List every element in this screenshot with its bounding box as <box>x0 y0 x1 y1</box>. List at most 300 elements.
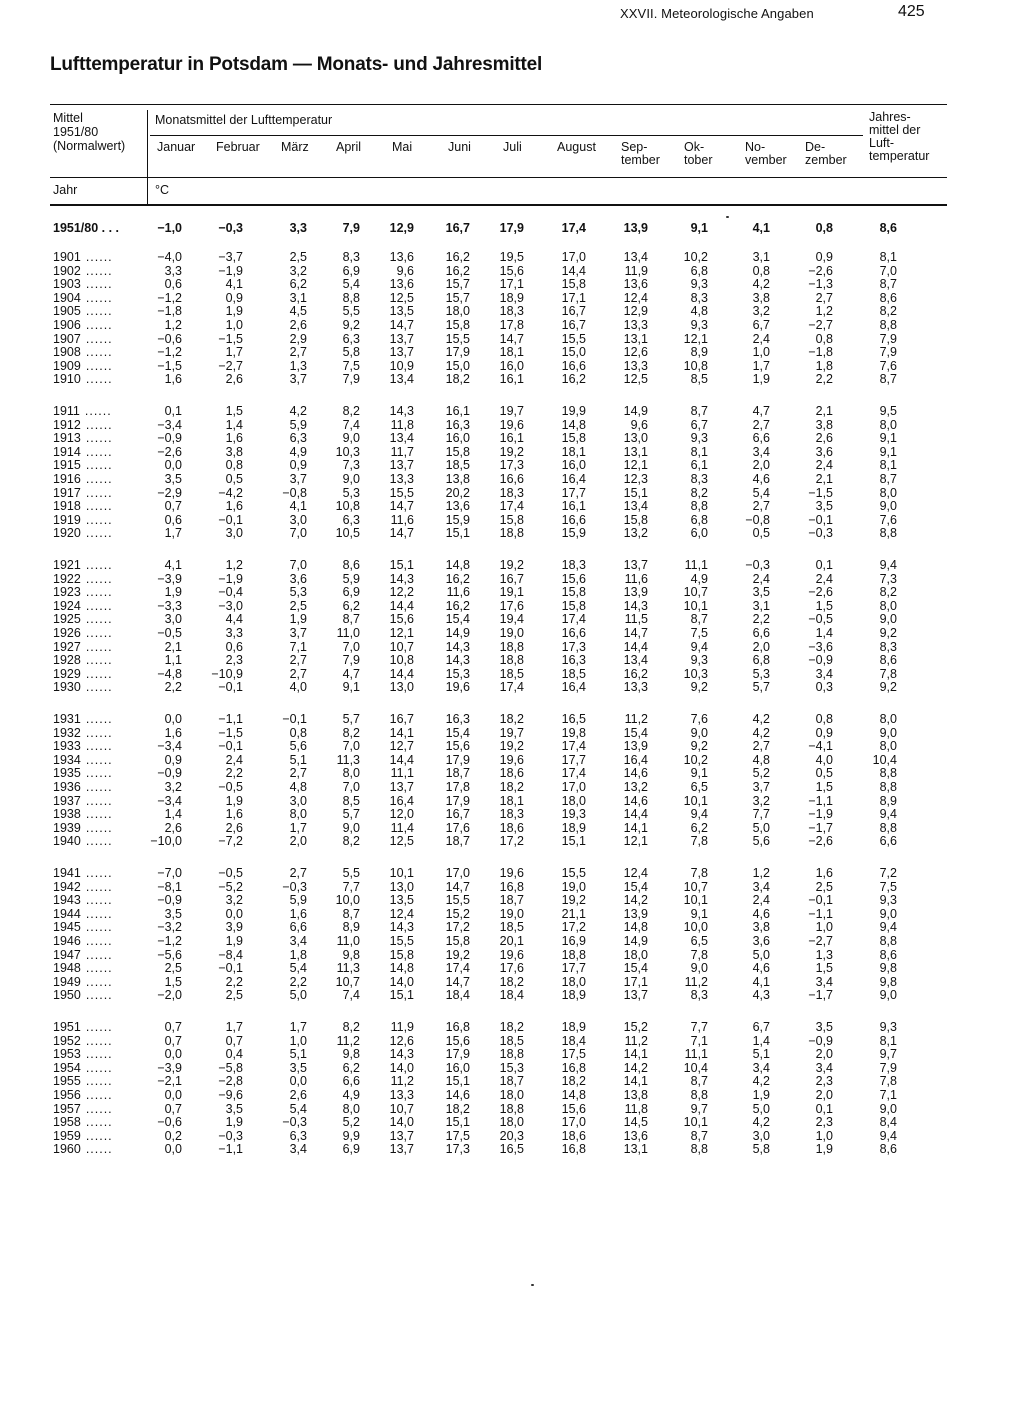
month-value-cell: 0,7 <box>164 1020 182 1034</box>
month-value-cell: 19,2 <box>561 893 586 908</box>
month-value-cell: 1,6 <box>225 807 243 822</box>
month-value-cell: 18,5 <box>499 1033 524 1048</box>
annual-mean-cell: 7,5 <box>879 879 897 894</box>
annual-mean-cell: 9,0 <box>879 1101 897 1116</box>
month-value-cell: 0,0 <box>164 458 182 473</box>
month-value-cell: 8,8 <box>342 290 360 305</box>
month-value-cell: 12,7 <box>389 739 414 754</box>
month-value-cell: 17,0 <box>445 866 470 880</box>
month-value-cell: 15,1 <box>389 988 414 1003</box>
month-value-cell: 2,9 <box>289 331 307 346</box>
month-value-cell: 2,5 <box>164 961 182 976</box>
month-value-cell: 17,7 <box>561 485 586 500</box>
month-value-cell: 3,7 <box>289 372 307 387</box>
annual-header-line: Luft- <box>869 136 895 150</box>
month-value-cell: 1,6 <box>225 499 243 514</box>
month-value-cell: 16,2 <box>445 598 470 613</box>
year-label: 1931 <box>53 713 81 726</box>
month-value-cell: −3,7 <box>218 250 243 264</box>
month-value-cell: 17,8 <box>499 318 524 332</box>
month-value-cell: 4,8 <box>690 304 708 319</box>
month-value-cell: 5,1 <box>289 752 307 767</box>
month-value-cell: 6,5 <box>690 780 708 794</box>
month-value-cell: 8,8 <box>690 1142 708 1157</box>
month-value-cell: 13,7 <box>389 331 414 346</box>
month-value-cell: 18,7 <box>499 893 524 908</box>
leader-dots: ...... <box>85 291 113 305</box>
month-value-cell: 7,0 <box>342 739 360 754</box>
month-value-cell: 9,3 <box>690 431 708 446</box>
year-label: 1903 <box>53 278 81 292</box>
month-value-cell: −0,1 <box>808 512 833 527</box>
stub-header-line1: Mittel <box>53 111 83 125</box>
month-value-cell: 16,2 <box>561 372 586 387</box>
month-value-cell: 14,7 <box>623 626 648 640</box>
month-value-cell: 18,2 <box>499 712 524 726</box>
month-value-cell: 7,4 <box>342 417 360 432</box>
month-value-cell: 13,6 <box>389 277 414 292</box>
month-value-cell: 13,9 <box>623 221 648 235</box>
month-value-cell: 15,4 <box>623 725 648 740</box>
month-value-cell: 2,3 <box>225 653 243 668</box>
month-value-cell: 7,9 <box>342 372 360 387</box>
month-value-cell: 17,2 <box>445 920 470 935</box>
month-value-cell: 13,5 <box>389 304 414 319</box>
month-value-cell: 19,0 <box>499 906 524 921</box>
annual-mean-cell: 8,8 <box>879 526 897 541</box>
month-value-cell: 15,5 <box>445 893 470 908</box>
month-value-cell: 5,0 <box>289 988 307 1003</box>
month-value-cell: 20,2 <box>445 485 470 500</box>
month-value-cell: 9,2 <box>690 739 708 754</box>
month-value-cell: 2,4 <box>815 458 833 473</box>
running-header-section: XXVII. Meteorologische Angaben <box>620 6 814 21</box>
annual-mean-cell: 8,4 <box>879 1115 897 1130</box>
month-value-cell: 15,5 <box>445 331 470 346</box>
month-value-cell: 16,1 <box>445 404 470 418</box>
annual-header-line: Jahres- <box>869 110 911 124</box>
annual-mean-cell: 8,0 <box>879 712 897 726</box>
leader-dots: ...... <box>85 1048 113 1062</box>
month-value-cell: 9,8 <box>342 947 360 962</box>
month-value-cell: 10,1 <box>389 866 414 880</box>
annual-mean-cell: 7,3 <box>879 571 897 586</box>
leader-dots: ...... <box>85 513 113 527</box>
month-value-cell: 16,1 <box>499 372 524 387</box>
annual-mean-cell: 9,0 <box>879 906 897 921</box>
month-value-cell: 2,4 <box>752 571 770 586</box>
month-value-cell: −0,3 <box>282 879 307 894</box>
month-value-cell: 18,6 <box>499 820 524 835</box>
month-value-cell: 12,1 <box>683 331 708 346</box>
month-value-cell: 2,2 <box>289 974 307 989</box>
month-value-cell: 13,0 <box>389 680 414 695</box>
month-value-cell: 15,8 <box>445 318 470 332</box>
month-value-cell: 18,9 <box>561 820 586 835</box>
month-value-cell: 2,7 <box>289 766 307 781</box>
month-value-cell: 2,6 <box>289 318 307 332</box>
month-value-cell: 19,1 <box>499 585 524 600</box>
month-value-cell: 5,3 <box>289 585 307 600</box>
month-value-cell: 1,9 <box>752 1088 770 1102</box>
month-value-cell: 13,3 <box>623 358 648 373</box>
year-label: 1902 <box>53 264 81 278</box>
month-value-cell: −1,8 <box>808 345 833 360</box>
month-value-cell: 15,6 <box>499 263 524 278</box>
month-value-cell: 16,6 <box>561 512 586 527</box>
month-value-cell: 8,5 <box>342 793 360 808</box>
month-value-cell: 6,8 <box>690 263 708 278</box>
month-value-cell: 15,8 <box>561 585 586 600</box>
month-value-cell: 2,7 <box>289 666 307 681</box>
year-label: 1930 <box>53 681 81 695</box>
month-value-cell: 9,6 <box>630 417 648 432</box>
month-value-cell: 17,3 <box>561 639 586 654</box>
leader-dots: ...... <box>85 627 113 640</box>
month-value-cell: −0,9 <box>157 893 182 908</box>
month-value-cell: 16,8 <box>445 1020 470 1034</box>
month-value-cell: 9,3 <box>690 277 708 292</box>
month-value-cell: 1,4 <box>752 1033 770 1048</box>
year-label: 1939 <box>53 821 81 835</box>
month-value-cell: 3,4 <box>815 666 833 681</box>
month-value-cell: 8,8 <box>690 499 708 514</box>
month-value-cell: 17,6 <box>499 961 524 976</box>
month-value-cell: 10,1 <box>683 598 708 613</box>
stub-header-line2: 1951/80 <box>53 125 99 139</box>
month-value-cell: 6,2 <box>342 598 360 613</box>
month-value-cell: 3,7 <box>752 780 770 794</box>
month-value-cell: −2,6 <box>808 834 833 849</box>
month-value-cell: −0,6 <box>157 1115 182 1130</box>
month-value-cell: 11,5 <box>624 612 648 627</box>
leader-dots: ...... <box>85 681 113 695</box>
month-value-cell: −0,5 <box>157 626 182 640</box>
month-value-cell: 16,2 <box>445 571 470 586</box>
month-value-cell: 19,2 <box>499 739 524 754</box>
month-value-cell: −0,3 <box>745 558 770 572</box>
month-value-cell: 3,1 <box>289 290 307 305</box>
leader-dots: ...... <box>85 346 113 360</box>
month-value-cell: −3,3 <box>157 598 182 613</box>
month-value-cell: 7,7 <box>752 807 770 822</box>
month-value-cell: 2,4 <box>752 893 770 908</box>
month-value-cell: 17,4 <box>499 499 524 514</box>
print-speck <box>726 216 729 218</box>
month-value-cell: 3,3 <box>225 626 243 640</box>
year-label: 1948 <box>53 962 81 976</box>
month-value-cell: −0,4 <box>218 585 243 600</box>
annual-mean-cell: 8,6 <box>879 221 897 235</box>
month-value-cell: −2,7 <box>808 318 833 332</box>
month-value-cell: 15,4 <box>445 725 470 740</box>
annual-mean-cell: 9,1 <box>879 444 897 459</box>
month-value-cell: 16,2 <box>623 666 648 681</box>
month-value-cell: 0,8 <box>225 458 243 473</box>
month-value-cell: −5,2 <box>218 879 243 894</box>
month-value-cell: −1,7 <box>808 820 833 835</box>
month-value-cell: 4,9 <box>342 1088 360 1102</box>
annual-mean-cell: 8,3 <box>879 639 897 654</box>
month-value-cell: −0,8 <box>745 512 770 527</box>
year-label: 1949 <box>53 975 81 989</box>
month-value-cell: −1,5 <box>218 725 243 740</box>
year-label: 1943 <box>53 894 81 908</box>
month-value-cell: 18,9 <box>561 1020 586 1034</box>
month-value-cell: 19,5 <box>499 250 524 264</box>
month-value-cell: 0,8 <box>289 725 307 740</box>
month-value-cell: 19,4 <box>499 612 524 627</box>
month-value-cell: 6,7 <box>690 417 708 432</box>
month-value-cell: 2,5 <box>289 598 307 613</box>
month-value-cell: 7,8 <box>690 834 708 849</box>
annual-mean-cell: 7,9 <box>879 331 897 346</box>
leader-dots: ...... <box>85 445 113 459</box>
month-value-cell: 10,8 <box>683 358 708 373</box>
year-label: 1924 <box>53 599 81 613</box>
month-value-cell: 14,3 <box>389 571 414 586</box>
month-value-cell: 14,3 <box>623 598 648 613</box>
month-value-cell: 6,2 <box>289 277 307 292</box>
month-value-cell: 12,6 <box>623 345 648 360</box>
month-value-cell: 15,9 <box>445 512 470 527</box>
month-value-cell: 19,6 <box>499 752 524 767</box>
month-value-cell: −1,8 <box>157 304 182 319</box>
month-value-cell: 14,3 <box>445 653 470 668</box>
month-value-cell: 15,1 <box>445 1115 470 1130</box>
month-value-cell: 18,8 <box>499 526 524 541</box>
month-value-cell: −0,1 <box>282 712 307 726</box>
month-value-cell: 13,4 <box>623 653 648 668</box>
month-value-cell: 13,2 <box>623 526 648 541</box>
month-value-cell: 3,5 <box>815 1020 833 1034</box>
month-value-cell: −1,1 <box>218 1142 243 1157</box>
month-value-cell: −0,1 <box>218 512 243 527</box>
month-value-cell: 15,8 <box>389 947 414 962</box>
month-value-cell: 6,3 <box>289 1128 307 1143</box>
leader-dots: ...... <box>85 794 113 808</box>
month-value-cell: 6,6 <box>752 626 770 640</box>
leader-dots: ...... <box>85 459 113 473</box>
month-value-cell: 14,0 <box>389 1115 414 1130</box>
month-value-cell: 4,5 <box>289 304 307 319</box>
month-value-cell: 2,4 <box>752 331 770 346</box>
month-value-cell: 8,7 <box>690 1128 708 1143</box>
month-value-cell: 0,0 <box>225 906 243 921</box>
month-value-cell: 3,4 <box>752 879 770 894</box>
year-label: 1960 <box>53 1143 81 1157</box>
month-value-cell: 11,3 <box>336 752 360 767</box>
month-value-cell: 16,4 <box>561 680 586 695</box>
month-value-cell: −0,3 <box>218 221 243 235</box>
annual-mean-cell: 8,1 <box>879 458 897 473</box>
month-value-cell: 0,5 <box>815 766 833 781</box>
year-label: 1942 <box>53 880 81 894</box>
annual-mean-cell: 8,1 <box>879 1033 897 1048</box>
month-value-cell: 16,4 <box>389 793 414 808</box>
month-value-cell: 0,9 <box>289 458 307 473</box>
month-value-cell: 3,7 <box>289 626 307 640</box>
month-value-cell: 11,2 <box>336 1033 360 1048</box>
month-value-cell: 13,0 <box>389 879 414 894</box>
annual-mean-cell: 7,6 <box>879 512 897 527</box>
month-value-cell: 14,8 <box>623 920 648 935</box>
month-value-cell: 17,9 <box>445 1047 470 1062</box>
month-value-cell: 3,0 <box>164 612 182 627</box>
month-value-cell: 13,2 <box>623 780 648 794</box>
year-label: 1921 <box>53 559 81 572</box>
month-value-cell: 19,2 <box>499 444 524 459</box>
month-value-cell: −10,9 <box>211 666 243 681</box>
month-value-cell: 2,1 <box>815 404 833 418</box>
year-label: 1957 <box>53 1102 81 1116</box>
leader-dots: ...... <box>85 1116 113 1130</box>
month-value-cell: 12,9 <box>389 221 414 235</box>
month-value-cell: −2,6 <box>808 263 833 278</box>
month-value-cell: 1,9 <box>815 1142 833 1157</box>
month-value-cell: 7,8 <box>690 947 708 962</box>
month-value-cell: 2,0 <box>752 639 770 654</box>
month-value-cell: 18,5 <box>499 920 524 935</box>
year-label: 1935 <box>53 767 81 781</box>
table-top-rule <box>50 104 947 105</box>
month-value-cell: 16,5 <box>499 1142 524 1157</box>
month-value-cell: 5,8 <box>752 1142 770 1157</box>
month-value-cell: 8,9 <box>690 345 708 360</box>
year-label: 1937 <box>53 794 81 808</box>
month-value-cell: −3,9 <box>157 1060 182 1075</box>
month-value-cell: 14,7 <box>499 331 524 346</box>
month-value-cell: 9,0 <box>342 472 360 486</box>
annual-mean-cell: 8,1 <box>879 250 897 264</box>
annual-mean-cell: 8,0 <box>879 598 897 613</box>
month-value-cell: 4,4 <box>225 612 243 627</box>
month-value-cell: 7,9 <box>342 653 360 668</box>
month-value-cell: 16,6 <box>561 626 586 640</box>
month-value-cell: 0,0 <box>164 1047 182 1062</box>
page-number: 425 <box>898 3 925 20</box>
month-value-cell: −5,8 <box>218 1060 243 1075</box>
month-value-cell: 8,2 <box>342 834 360 849</box>
year-label: 1923 <box>53 586 81 600</box>
month-value-cell: −1,2 <box>157 345 182 360</box>
month-value-cell: 13,1 <box>623 1142 648 1157</box>
month-value-cell: 17,2 <box>561 920 586 935</box>
month-value-cell: 18,4 <box>499 988 524 1003</box>
month-value-cell: 3,0 <box>289 793 307 808</box>
month-value-cell: 17,6 <box>445 820 470 835</box>
month-value-cell: 9,2 <box>690 680 708 695</box>
month-value-cell: 2,7 <box>289 653 307 668</box>
month-value-cell: 1,8 <box>815 358 833 373</box>
month-value-cell: 7,4 <box>342 988 360 1003</box>
month-value-cell: 1,5 <box>164 974 182 989</box>
month-header: De- <box>805 140 826 154</box>
month-value-cell: 3,5 <box>752 585 770 600</box>
month-value-cell: 15,3 <box>445 666 470 681</box>
month-value-cell: 2,7 <box>289 866 307 880</box>
annual-mean-cell: 8,8 <box>879 934 897 948</box>
month-value-cell: 15,8 <box>561 431 586 446</box>
month-value-cell: 5,9 <box>289 417 307 432</box>
month-value-cell: 13,8 <box>445 472 470 486</box>
month-value-cell: 13,3 <box>389 1088 414 1102</box>
month-value-cell: 2,6 <box>289 1088 307 1102</box>
month-value-cell: 2,7 <box>289 345 307 360</box>
month-value-cell: 13,1 <box>623 331 648 346</box>
month-value-cell: 13,7 <box>389 1142 414 1157</box>
leader-dots: ...... <box>85 332 113 346</box>
year-label: 1919 <box>53 513 81 527</box>
year-label: 1956 <box>53 1089 81 1102</box>
month-header: zember <box>805 153 847 167</box>
month-value-cell: 7,8 <box>690 866 708 880</box>
leader-dots: ...... <box>85 359 113 373</box>
month-value-cell: −0,1 <box>808 893 833 908</box>
month-value-cell: 8,3 <box>342 250 360 264</box>
month-value-cell: 13,4 <box>389 372 414 387</box>
annual-mean-cell: 9,4 <box>879 1128 897 1143</box>
leader-dots: ...... <box>85 1102 113 1116</box>
annual-mean-cell: 9,0 <box>879 725 897 740</box>
month-value-cell: −1,5 <box>808 485 833 500</box>
month-value-cell: 17,1 <box>623 974 648 989</box>
month-value-cell: 12,9 <box>623 304 648 319</box>
month-value-cell: 11,8 <box>624 1101 648 1116</box>
month-value-cell: 7,1 <box>289 639 307 654</box>
leader-dots: ...... <box>85 527 113 541</box>
month-value-cell: 8,0 <box>342 1101 360 1116</box>
month-value-cell: 11,9 <box>390 1020 414 1034</box>
month-value-cell: 1,9 <box>289 612 307 627</box>
month-value-cell: 14,9 <box>445 626 470 640</box>
leader-dots: ...... <box>85 613 113 627</box>
month-value-cell: 16,7 <box>445 807 470 822</box>
month-value-cell: 17,9 <box>445 345 470 360</box>
month-value-cell: 13,3 <box>389 472 414 486</box>
month-value-cell: 5,4 <box>342 277 360 292</box>
month-value-cell: 16,0 <box>445 431 470 446</box>
month-value-cell: 18,7 <box>499 1074 524 1089</box>
year-label: 1952 <box>53 1034 81 1048</box>
month-value-cell: 10,2 <box>683 752 708 767</box>
month-value-cell: 17,0 <box>561 1115 586 1130</box>
month-value-cell: 0,9 <box>815 725 833 740</box>
month-value-cell: 19,8 <box>561 725 586 740</box>
leader-dots: ...... <box>84 405 112 418</box>
month-value-cell: 15,6 <box>561 1101 586 1116</box>
month-value-cell: 8,7 <box>342 612 360 627</box>
year-label: 1933 <box>53 740 81 754</box>
year-label: 1910 <box>53 373 81 387</box>
month-value-cell: 16,2 <box>445 263 470 278</box>
leader-dots: ...... <box>85 654 113 668</box>
month-header: Juli <box>503 140 522 154</box>
month-value-cell: −0,3 <box>808 526 833 541</box>
month-header: März <box>281 140 309 154</box>
month-value-cell: −1,2 <box>157 934 182 948</box>
month-value-cell: 19,7 <box>499 404 524 418</box>
month-value-cell: 11,1 <box>684 1047 708 1062</box>
month-value-cell: 18,0 <box>445 304 470 319</box>
month-value-cell: 9,4 <box>690 807 708 822</box>
stub-header-line3: (Normalwert) <box>53 139 126 153</box>
month-value-cell: 2,0 <box>752 458 770 473</box>
leader-dots: ...... <box>85 667 113 681</box>
month-header: Mai <box>392 140 413 154</box>
month-value-cell: 14,3 <box>389 404 414 418</box>
leader-dots: ...... <box>85 500 113 514</box>
